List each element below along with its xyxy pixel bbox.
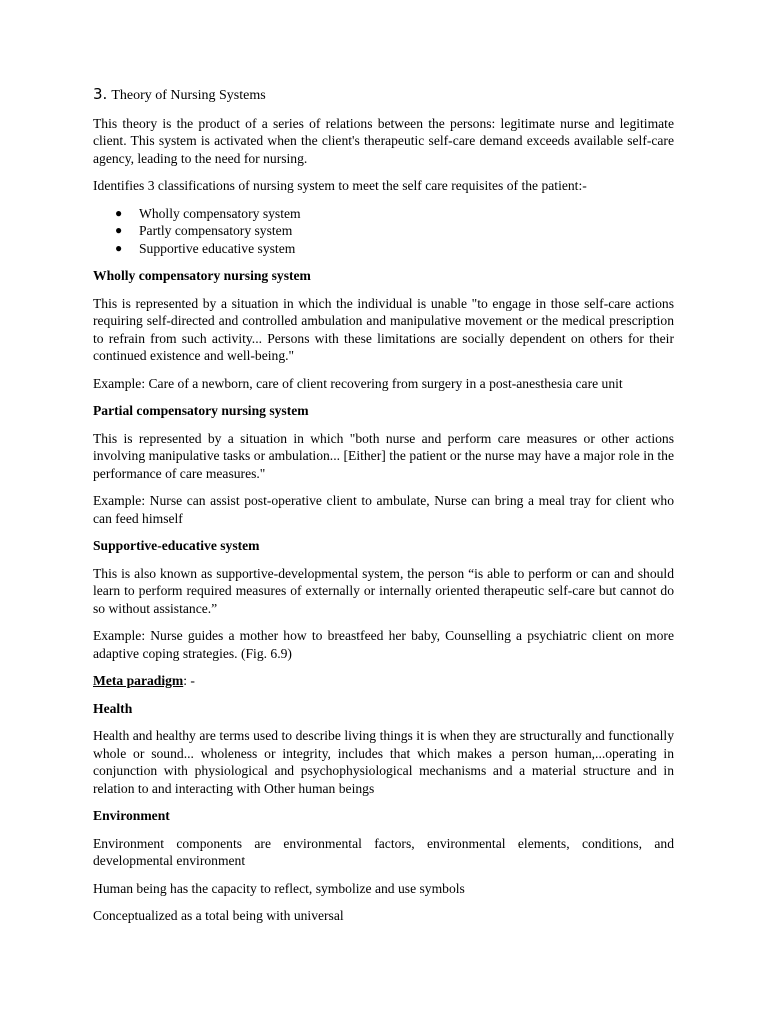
wholly-example: Example: Care of a newborn, care of client recovering from surgery in a post-anesthesia care unit xyxy=(93,375,623,391)
health-heading: Health xyxy=(93,700,133,716)
bullet-icon: ● xyxy=(115,240,123,255)
section-title xyxy=(93,86,674,105)
supportive-body: This is also known as supportive-developmental system, the person “is able to perform or can and should learn to perform required measures of externally or internally oriented therapeutic self-care but cannot do so without assistance.” xyxy=(93,565,674,616)
intro-paragraph: This theory is the product of a series of relations between the persons: legitimate nurse and legitimate client. This system is activated when the client's therapeutic self-care demand exceeds available self-care agency, leading to the need for nursing. xyxy=(93,115,674,166)
partial-example: Example: Nurse can assist post-operative client to ambulate, Nurse can bring a meal tray for client who can feed himself xyxy=(93,493,674,526)
supportive-heading: Supportive-educative system xyxy=(93,538,260,553)
meta-paradigm-heading xyxy=(93,672,674,690)
meta-paradigm-label: Meta paradigm xyxy=(93,673,184,688)
section-title-text: Theory of Nursing Systems xyxy=(111,88,266,103)
classifications-intro: Identifies 3 classifications of nursing system to meet the self care requisites of the patient:- xyxy=(93,178,587,193)
document-page xyxy=(93,86,674,935)
list-item: ● Supportive educative system xyxy=(115,240,296,256)
section-number: 3. xyxy=(93,85,108,103)
conceptualized-line: Conceptualized as a total being with universal xyxy=(93,908,344,923)
meta-paradigm-suffix: : - xyxy=(183,673,195,688)
human-being-line: Human being has the capacity to reflect, symbolize and use symbols xyxy=(93,880,465,896)
classification-list xyxy=(93,205,674,258)
list-item: ● Wholly compensatory system xyxy=(115,205,301,221)
bullet-icon: ● xyxy=(115,205,123,220)
partial-body: This is represented by a situation in which "both nurse and perform care measures or other actions involving manipulative tasks or ambulation... [Either] the patient or the nurse may have a major role in the performance of care measures." xyxy=(93,430,674,481)
bullet-icon: ● xyxy=(115,223,123,237)
wholly-heading: Wholly compensatory nursing system xyxy=(93,268,311,283)
list-item: ● Partly compensatory system xyxy=(115,223,293,238)
wholly-body: This is represented by a situation in which the individual is unable "to engage in those self-care actions requiring self-directed and controlled ambulation and manipulative movement or the medical prescription to refrain from such activity... Persons with these limitations are socially dependent on others for their continued existence and well-being." xyxy=(93,295,674,363)
environment-body: Environment components are environmental factors, environmental elements, conditions, and developmental environment xyxy=(93,835,674,868)
environment-heading: Environment xyxy=(93,808,170,823)
health-body: Health and healthy are terms used to describe living things it is when they are structurally and functionally whole or sound... wholeness or integrity, includes that which makes a person human,...operating in conjunction with physiological and psychophysiological mechanisms and a material structure and in relation to and interacting with Other human beings xyxy=(93,728,674,796)
supportive-example: Example: Nurse guides a mother how to breastfeed her baby, Counselling a psychiatric client on more adaptive coping strategies. (Fig. 6.9) xyxy=(93,628,674,661)
partial-heading: Partial compensatory nursing system xyxy=(93,403,309,418)
